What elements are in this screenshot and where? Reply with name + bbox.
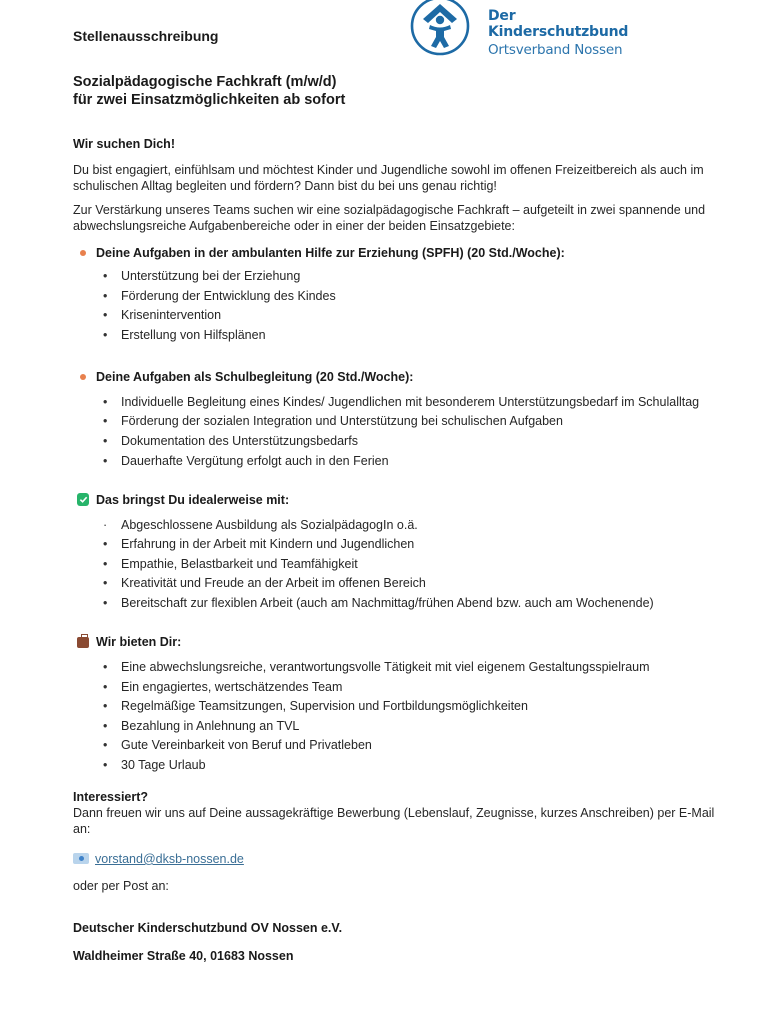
job-title-line1: Sozialpädagogische Fachkraft (m/w/d): [73, 74, 337, 90]
orange-diamond-icon: [77, 247, 89, 259]
task-list: [73, 394, 733, 469]
list-item: • Erfahrung in der Arbeit mit Kindern und Jugendlichen: [103, 536, 733, 552]
contact-heading: Interessiert?: [73, 789, 149, 804]
list-item: • Dokumentation des Unterstützungsbedarfs: [103, 433, 733, 449]
list-item: • Dauerhafte Vergütung erfolgt auch in den Ferien: [103, 453, 733, 469]
organization-name: Deutscher Kinderschutzbund OV Nossen e.V.: [73, 920, 343, 935]
logo-title: Der Kinderschutzbund: [488, 8, 629, 40]
section-heading: Das bringst Du idealerweise mit:: [96, 492, 290, 507]
list-item: • Krisenintervention: [103, 307, 733, 323]
list-item: • Gute Vereinbarkeit von Beruf und Privatleben: [103, 737, 733, 753]
list-item: • 30 Tage Urlaub: [103, 757, 733, 773]
intro-paragraph-1: Du bist engagiert, einfühlsam und möchtest Kinder und Jugendliche sowohl im offenen Freizeitbereich als auch im schulischen Alltag begleiten und fördern? Dann bist du bei uns genau richtig!: [73, 163, 704, 193]
list-item: • Erstellung von Hilfsplänen: [103, 327, 733, 343]
list-item: • Förderung der Entwicklung des Kindes: [103, 288, 733, 304]
list-item: · Abgeschlossene Ausbildung als SozialpädagogIn o.ä.: [103, 517, 733, 533]
intro-paragraph-2: Zur Verstärkung unseres Teams suchen wir eine sozialpädagogische Fachkraft – aufgeteilt in zwei spannende und abwechslungsreiche Aufgabenbereiche oder in einer der beiden Einsatzgebiete:: [73, 203, 706, 233]
post-text: oder per Post an:: [73, 878, 169, 893]
postal-address: Waldheimer Straße 40, 01683 Nossen: [73, 948, 294, 963]
section-requirements: [73, 492, 733, 611]
section-spfh-tasks: [73, 245, 733, 343]
task-list: [73, 268, 733, 343]
section-heading: Deine Aufgaben als Schulbegleitung (20 Std./Woche):: [96, 369, 414, 384]
email-link[interactable]: vorstand@dksb-nossen.de: [95, 851, 244, 866]
benefits-list: [73, 659, 733, 773]
list-item: • Eine abwechslungsreiche, verantwortungsvolle Tätigkeit mit viel eigenem Gestaltungsspielraum: [103, 659, 733, 675]
job-title: [73, 73, 345, 109]
logo-subtitle: Ortsverband Nossen: [488, 42, 623, 58]
orange-diamond-icon: [77, 371, 89, 383]
list-item: • Individuelle Begleitung eines Kindes/ Jugendlichen mit besonderem Unterstützungsbedarf im Schulalltag: [103, 394, 733, 410]
organization-logo: [410, 0, 660, 62]
job-title-line2: für zwei Einsatzmöglichkeiten ab sofort: [73, 92, 346, 108]
document-label: Stellenausschreibung: [73, 28, 219, 44]
intro-heading: Wir suchen Dich!: [73, 137, 175, 151]
section-benefits: [73, 634, 733, 773]
list-item: • Ein engagiertes, wertschätzendes Team: [103, 679, 733, 695]
section-school-support-tasks: [73, 369, 733, 469]
list-item: • Unterstützung bei der Erziehung: [103, 268, 733, 284]
briefcase-icon: [77, 636, 89, 648]
email-icon: [73, 853, 89, 864]
document-body: [73, 136, 733, 964]
contact-section: [73, 789, 733, 837]
contact-text: Dann freuen wir uns auf Deine aussagekräftige Bewerbung (Lebenslauf, Zeugnisse, kurzes Anschreiben) per E-Mail an:: [73, 805, 715, 836]
list-item: • Bezahlung in Anlehnung an TVL: [103, 718, 733, 734]
list-item: • Kreativität und Freude an der Arbeit im offenen Bereich: [103, 575, 733, 591]
email-row: [73, 851, 733, 867]
list-item: • Empathie, Belastbarkeit und Teamfähigkeit: [103, 556, 733, 572]
list-item: • Bereitschaft zur flexiblen Arbeit (auch am Nachmittag/frühen Abend bzw. auch am Wochenende): [103, 595, 733, 611]
list-item: • Förderung der sozialen Integration und Unterstützung bei schulischen Aufgaben: [103, 413, 733, 429]
section-heading: Deine Aufgaben in der ambulanten Hilfe zur Erziehung (SPFH) (20 Std./Woche):: [96, 246, 565, 260]
section-heading: Wir bieten Dir:: [96, 634, 182, 649]
requirements-list: [73, 517, 733, 611]
check-mark-icon: [77, 494, 89, 506]
kinderschutzbund-logo-icon: [410, 0, 470, 56]
list-item: • Regelmäßige Teamsitzungen, Supervision und Fortbildungsmöglichkeiten: [103, 698, 733, 714]
